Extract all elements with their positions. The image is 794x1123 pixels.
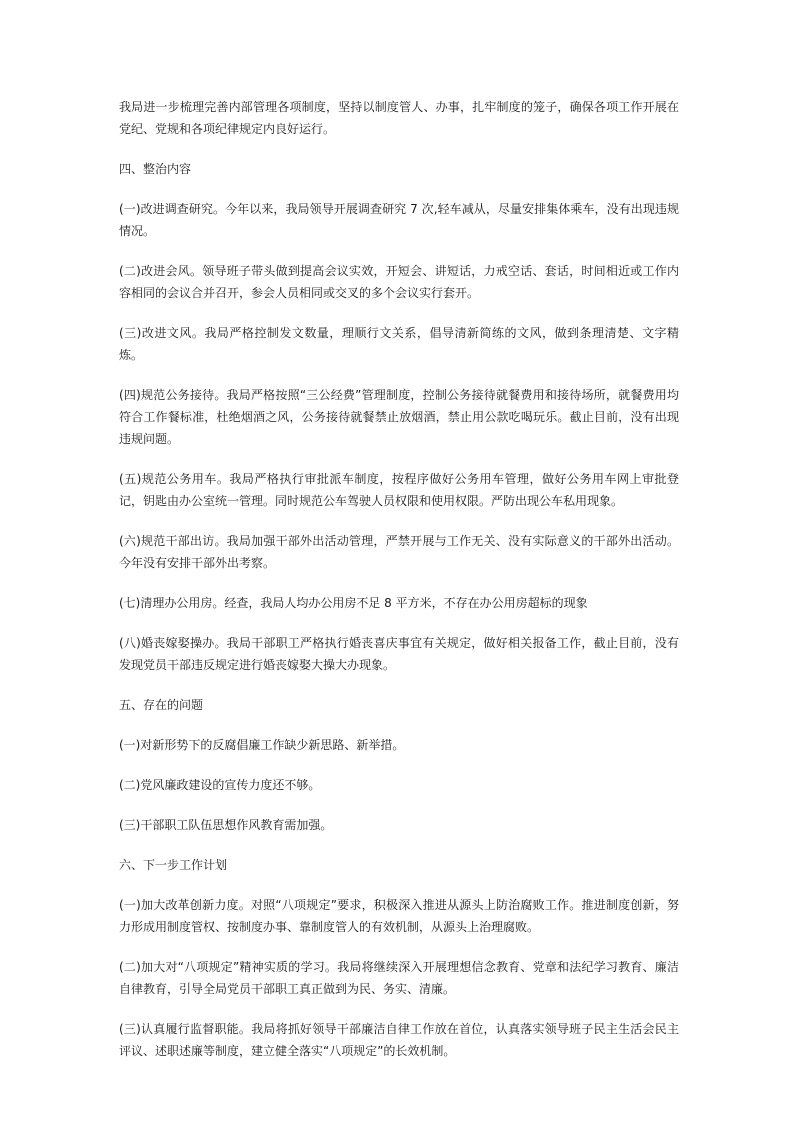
paragraph-problem-3: (三)干部职工队伍思想作风教育需加强。 [119,818,333,832]
section-heading-next-steps: 六、下一步工作计划 [119,858,228,872]
paragraph-investigation: (一)改进调查研究。今年以来，我局领导开展调查研究 7 次,轻车减从，尽量安排集体乘车，没有出现违规情况。 [119,202,679,238]
paragraph-meetings: (二)改进会风。领导班子带头做到提高会议实效，开短会、讲短话，力戒空话、套话，时间相近或工作内容相同的会议合并召开，参会人员相同或交叉的多个会议实行套开。 [119,264,679,300]
document-page [119,96,679,1080]
paragraph-ceremonies: (八)婚丧嫁娶操办。我局干部职工严格执行婚丧喜庆事宜有关规定，做好相关报备工作，截止目前，没有发现党员干部违反规定进行婚丧嫁娶大操大办现象。 [119,636,679,672]
paragraph-vehicles: (五)规范公务用车。我局严格执行审批派车制度，按程序做好公务用车管理，做好公务用车网上审批登记，钥匙由办公室统一管理。同时规范公车驾驶人员权限和使用权限。严防出现公车私用现象。 [119,472,679,508]
paragraph-reception: (四)规范公务接待。我局严格按照“三公经费”管理制度，控制公务接待就餐费用和接待场所，就餐费用均符合工作餐标准，杜绝烟酒之风，公务接待就餐禁止放烟酒，禁止用公款吃喝玩乐。截止目前，没有出现违规问题。 [119,388,679,446]
paragraph-plan-3: (三)认真履行监督职能。我局将抓好领导干部廉洁自律工作放在首位，认真落实领导班子民主生活会民主评议、述职述廉等制度，建立健全落实“八项规定”的长效机制。 [119,1022,679,1058]
paragraph-plan-1: (一)加大改革创新力度。对照“八项规定”要求，积极深入推进从源头上防治腐败工作。推进制度创新，努力形成用制度管权、按制度办事、靠制度管人的有效机制，从源头上治理腐败。 [119,898,679,934]
paragraph-problem-1: (一)对新形势下的反腐倡廉工作缺少新思路、新举措。 [119,738,405,752]
section-heading-rectification: 四、整治内容 [119,162,192,176]
paragraph-plan-2: (二)加大对“八项规定”精神实质的学习。我局将继续深入开展理想信念教育、党章和法纪学习教育、廉洁自律教育，引导全局党员干部职工真正做到为民、务实、清廉。 [119,960,679,996]
intro-paragraph: 我局进一步梳理完善内部管理各项制度，坚持以制度管人、办事，扎牢制度的笼子，确保各项工作开展在党纪、党规和各项纪律规定内良好运行。 [119,100,679,136]
paragraph-problem-2: (二)党风廉政建设的宣传力度还不够。 [119,778,321,792]
paragraph-offices: (七)清理办公用房。经查，我局人均办公用房不足 8 平方米，不存在办公用房超标的现象 [119,596,588,610]
paragraph-visits: (六)规范干部出访。我局加强干部外出活动管理，严禁开展与工作无关、没有实际意义的干部外出活动。今年没有安排干部外出考察。 [119,534,679,570]
section-heading-problems: 五、存在的问题 [119,698,204,712]
paragraph-writing-style: (三)改进文风。我局严格控制发文数量，理顺行文关系，倡导清新简练的文风，做到条理清楚、文字精炼。 [119,326,679,362]
